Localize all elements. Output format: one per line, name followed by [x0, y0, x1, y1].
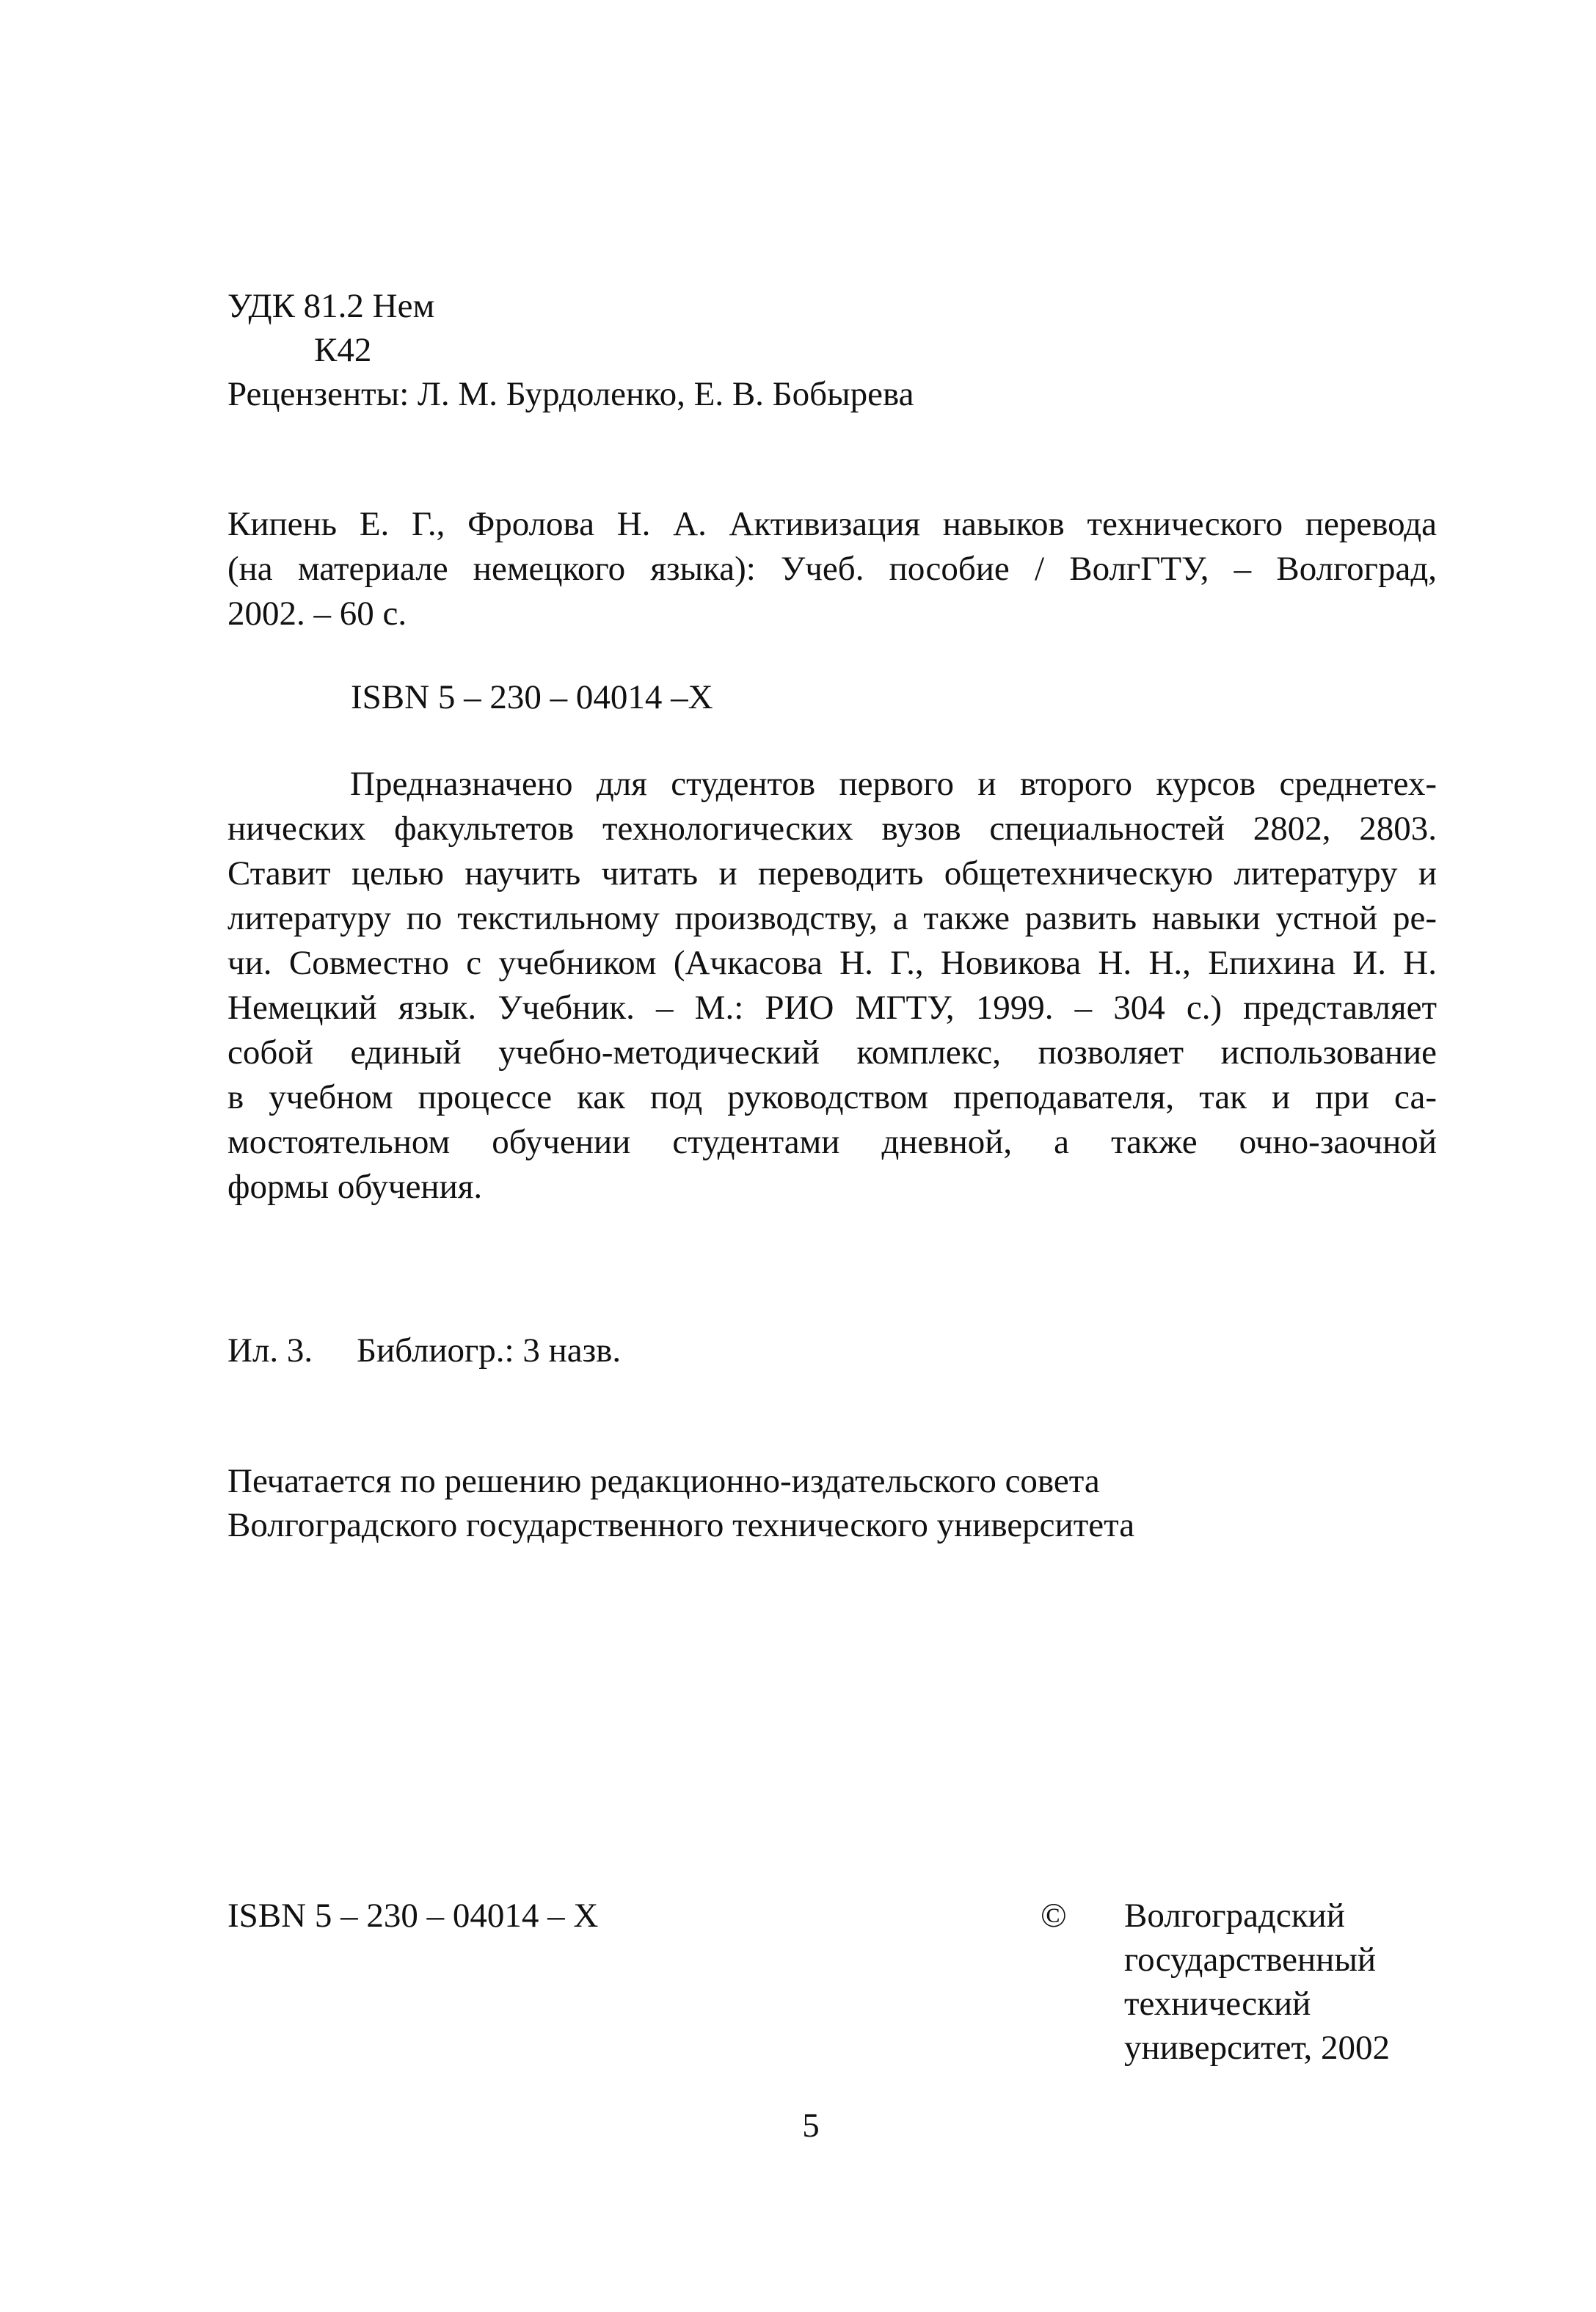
citation-block	[227, 502, 1437, 636]
copyright-line: технический	[1124, 1985, 1311, 2023]
description-line: Предназначено для студентов первого и второго курсов среднетех-	[350, 765, 1437, 803]
description-line: Ставит целью научить читать и переводить общетехническую литературу и	[227, 854, 1437, 893]
description-line: собой единый учебно-методический комплекс, позволяет использование	[227, 1033, 1437, 1072]
citation-line: 2002. – 60 с.	[227, 595, 407, 633]
catalog-code: К42	[314, 331, 372, 369]
page-number: 5	[802, 2106, 820, 2145]
publication-note-line: Печатается по решению редакционно-издательского совета	[227, 1462, 1100, 1500]
citation-line: Кипень Е. Г., Фролова Н. А. Активизация навыков технического перевода	[227, 505, 1437, 543]
description-block	[227, 762, 1437, 1210]
reviewers-line: Рецензенты: Л. М. Бурдоленко, Е. В. Бобырева	[227, 375, 914, 413]
citation-line: (на материале немецкого языка): Учеб. пособие / ВолгГТУ, – Волгоград,	[227, 550, 1437, 588]
copyright-line: государственный	[1124, 1941, 1377, 1979]
bibliography-count: Библиогр.: 3 назв.	[357, 1331, 622, 1370]
description-line: мостоятельном обучении студентами дневной, а также очно-заочной	[227, 1123, 1437, 1161]
description-line: литературу по текстильному производству, а также развить навыки устной ре-	[227, 899, 1437, 937]
isbn-main: ISBN 5 – 230 – 04014 –X	[351, 678, 713, 716]
description-line: в учебном процессе как под руководством преподавателя, так и при са-	[227, 1078, 1437, 1116]
description-line: формы обучения.	[227, 1168, 483, 1206]
description-line: нических факультетов технологических вузов специальностей 2802, 2803.	[227, 810, 1437, 848]
udk-line: УДК 81.2 Нем	[227, 287, 435, 325]
description-line: Немецкий язык. Учебник. – М.: РИО МГТУ, 1999. – 304 с.) представляет	[227, 989, 1437, 1027]
illustrations-count: Ил. 3.	[227, 1331, 313, 1370]
description-line: чи. Совместно с учебником (Ачкасова Н. Г., Новикова Н. Н., Епихина И. Н.	[227, 944, 1437, 982]
copyright-line: университет, 2002	[1124, 2029, 1391, 2067]
publication-note-line: Волгоградского государственного технического университета	[227, 1506, 1135, 1544]
copyright-icon: ©	[1041, 1897, 1067, 1935]
copyright-line: Волгоградский	[1124, 1897, 1345, 1935]
isbn-footer: ISBN 5 – 230 – 04014 – X	[227, 1897, 599, 1935]
copyright-holder	[1124, 1894, 1390, 2070]
